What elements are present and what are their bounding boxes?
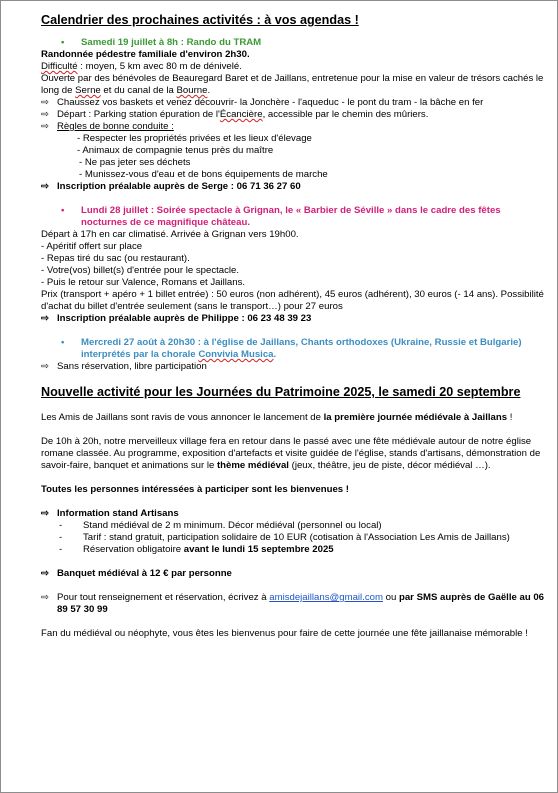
event1-rules-item — [41, 121, 546, 133]
event2-price: Prix (transport + apéro + 1 billet entrée) : 50 euros (non adhérent), 45 euros (adhérent), 30 euros (- 14 ans). Possibilité d'achat du billet d'entrée seulement (sans le transport…) pour 27 euros — [41, 289, 544, 312]
artisans-row — [41, 520, 546, 532]
event3-note: Sans réservation, libre participation — [57, 361, 207, 372]
event2-inscription-item — [41, 313, 546, 325]
depart-text — [57, 109, 546, 121]
desc-part: et du canal de la — [100, 85, 177, 96]
event1-subtitle: Randonnée pédestre familiale d'environ 2h30. — [41, 49, 250, 60]
banquet-item — [41, 568, 546, 580]
calendar-title: Calendrier des prochaines activités : à vos agendas ! — [41, 13, 359, 27]
res-deadline: avant le lundi 15 septembre 2025 — [183, 544, 334, 555]
rule-item: - Animaux de compagnie tenus près du maître — [77, 145, 274, 156]
event2-heading-row — [41, 205, 546, 229]
difficulty-label: Difficulté — [41, 61, 78, 72]
intro-part: ! — [507, 412, 513, 423]
patrimoine-welcome: Toutes les personnes intéressées à participer sont les bienvenues ! — [41, 484, 350, 495]
bullet-icon: • — [61, 37, 65, 48]
inscription-philippe: Inscription préalable auprès de Philippe : 06 23 48 39 23 — [57, 313, 312, 324]
bullet-icon: • — [61, 337, 65, 348]
event1-heading: Samedi 19 juillet à 8h : Rando du TRAM — [81, 37, 262, 48]
arrow-right-icon: ⇨ — [41, 97, 50, 108]
artisans-text: Tarif : stand gratuit, participation solidaire de 10 EUR (cotisation à l'Association Les Amis de Jaillans) — [83, 532, 510, 543]
arrow-right-icon: ⇨ — [41, 508, 50, 519]
patrimoine-intro — [41, 412, 546, 424]
event3-heading-part: . — [273, 349, 277, 360]
event3-heading-row — [41, 337, 546, 361]
inscription-serge: Inscription préalable auprès de Serge : 06 71 36 27 60 — [57, 181, 301, 192]
program-bold: thème médiéval — [216, 460, 289, 471]
patrimoine-title: Nouvelle activité pour les Journées du Patrimoine 2025, le samedi 20 septembre — [41, 385, 521, 399]
event1-depart-item — [41, 109, 546, 121]
arrow-right-icon: ⇨ — [41, 568, 50, 579]
rule-item: - Ne pas jeter ses déchets — [79, 157, 191, 168]
dash-icon: - — [59, 520, 63, 531]
artisans-text: Stand médiéval de 2 m minimum. Décor médiéval (personnel ou local) — [83, 520, 382, 531]
contact-part: Pour tout renseignement et réservation, écrivez à — [57, 592, 270, 603]
rules-list — [41, 133, 546, 181]
program-part: (jeux, théâtre, jeu de piste, décor médiéval …). — [288, 460, 491, 471]
contact-item — [41, 592, 546, 616]
event2-line: - Repas tiré du sac (ou restaurant). — [41, 253, 190, 264]
patrimoine-program — [41, 436, 546, 472]
depart-place: Écancière — [219, 109, 263, 120]
event3-heading — [81, 337, 546, 361]
difficulty-text: : moyen, 5 km avec 80 m de dénivelé. — [77, 61, 242, 72]
contact-part: ou — [382, 592, 399, 603]
event2-line: - Votre(vos) billet(s) d'entrée pour le spectacle. — [41, 265, 240, 276]
bullet-icon: • — [61, 205, 65, 216]
program-part: De 10h à 20h, notre merveilleux village fera en retour dans le passé avec une fête médiévale autour de notre église romane classée. Au programme, exposition d'artefacts et visite guidée de l'église, stands d'artisans, démonstration de savoir-faire, banquet et animations sur le — [41, 436, 541, 471]
arrow-right-icon: ⇨ — [41, 109, 50, 120]
arrow-right-icon: ⇨ — [41, 313, 50, 324]
desc-serne: Serne — [75, 85, 101, 96]
closing-text: Fan du médiéval ou néophyte, vous êtes les bienvenus pour faire de cette journée une fête jaillanaise mémorable ! — [41, 628, 528, 639]
desc-part: Ouverte par des bénévoles de Beauregard Baret et de Jaillans, entretenue pour la mise en valeur de trésors cachés le long de — [41, 73, 544, 96]
artisans-row — [41, 544, 546, 556]
event2-line: Départ à 17h en car climatisé. Arrivée à Grignan vers 19h00. — [41, 229, 299, 240]
depart-part: Départ : Parking station épuration de l' — [57, 109, 220, 120]
email-link[interactable]: amisdejaillans@gmail.com — [269, 592, 383, 603]
event1-inscription-item — [41, 181, 546, 193]
arrow-right-icon: ⇨ — [41, 592, 50, 603]
event3-note-item — [41, 361, 546, 373]
dash-icon: - — [59, 532, 63, 543]
arrow-right-icon: ⇨ — [41, 361, 50, 372]
event1-shoes-item — [41, 97, 546, 109]
rule-item: - Respecter les propriétés privées et les lieux d'élevage — [77, 133, 312, 144]
depart-part: , accessible par le chemin des mûriers. — [262, 109, 429, 120]
contact-text — [57, 592, 546, 616]
res-part: Réservation obligatoire — [83, 544, 184, 555]
artisans-text — [83, 544, 546, 556]
shoes-text: Chaussez vos baskets et venez découvrir- la Jonchère - l'aqueduc - le pont du tram - la bâche en fer — [57, 97, 484, 108]
event3-heading-part: Mercredi 27 août à 20h30 : à l'église de Jaillans, Chants orthodoxes (Ukraine, Russie et Bulgarie) interprétés par la chorale — [81, 337, 522, 360]
rules-title: Règles de bonne conduite : — [57, 121, 174, 132]
contact-sms: par SMS auprès de Gaëlle au 06 89 57 30 99 — [57, 592, 545, 615]
dash-icon: - — [59, 544, 63, 555]
choir-name: Convivia Musica — [198, 349, 274, 360]
arrow-right-icon: ⇨ — [41, 181, 50, 192]
desc-part: . — [207, 85, 211, 96]
event1-heading-row — [41, 37, 546, 49]
event2-line: - Apéritif offert sur place — [41, 241, 143, 252]
document-content — [41, 13, 546, 640]
artisans-item — [41, 508, 546, 520]
event1-difficulty — [41, 61, 546, 73]
artisans-list — [41, 520, 546, 556]
artisans-row — [41, 532, 546, 544]
arrow-right-icon: ⇨ — [41, 121, 50, 132]
banquet-text: Banquet médiéval à 12 € par personne — [57, 568, 232, 579]
artisans-title: Information stand Artisans — [57, 508, 179, 519]
intro-part: Les Amis de Jaillans sont ravis de vous annoncer le lancement de — [41, 412, 324, 423]
rule-item: - Munissez-vous d'eau et de bons équipements de marche — [79, 169, 328, 180]
event2-line: - Puis le retour sur Valence, Romans et Jaillans. — [41, 277, 246, 288]
intro-bold: la première journée médiévale à Jaillans — [323, 412, 508, 423]
event1-description — [41, 73, 546, 97]
event2-heading: Lundi 28 juillet : Soirée spectacle à Grignan, le « Barbier de Séville » dans le cadre des fêtes nocturnes de ce magnifique château. — [81, 205, 501, 228]
desc-bourne: Bourne — [176, 85, 208, 96]
